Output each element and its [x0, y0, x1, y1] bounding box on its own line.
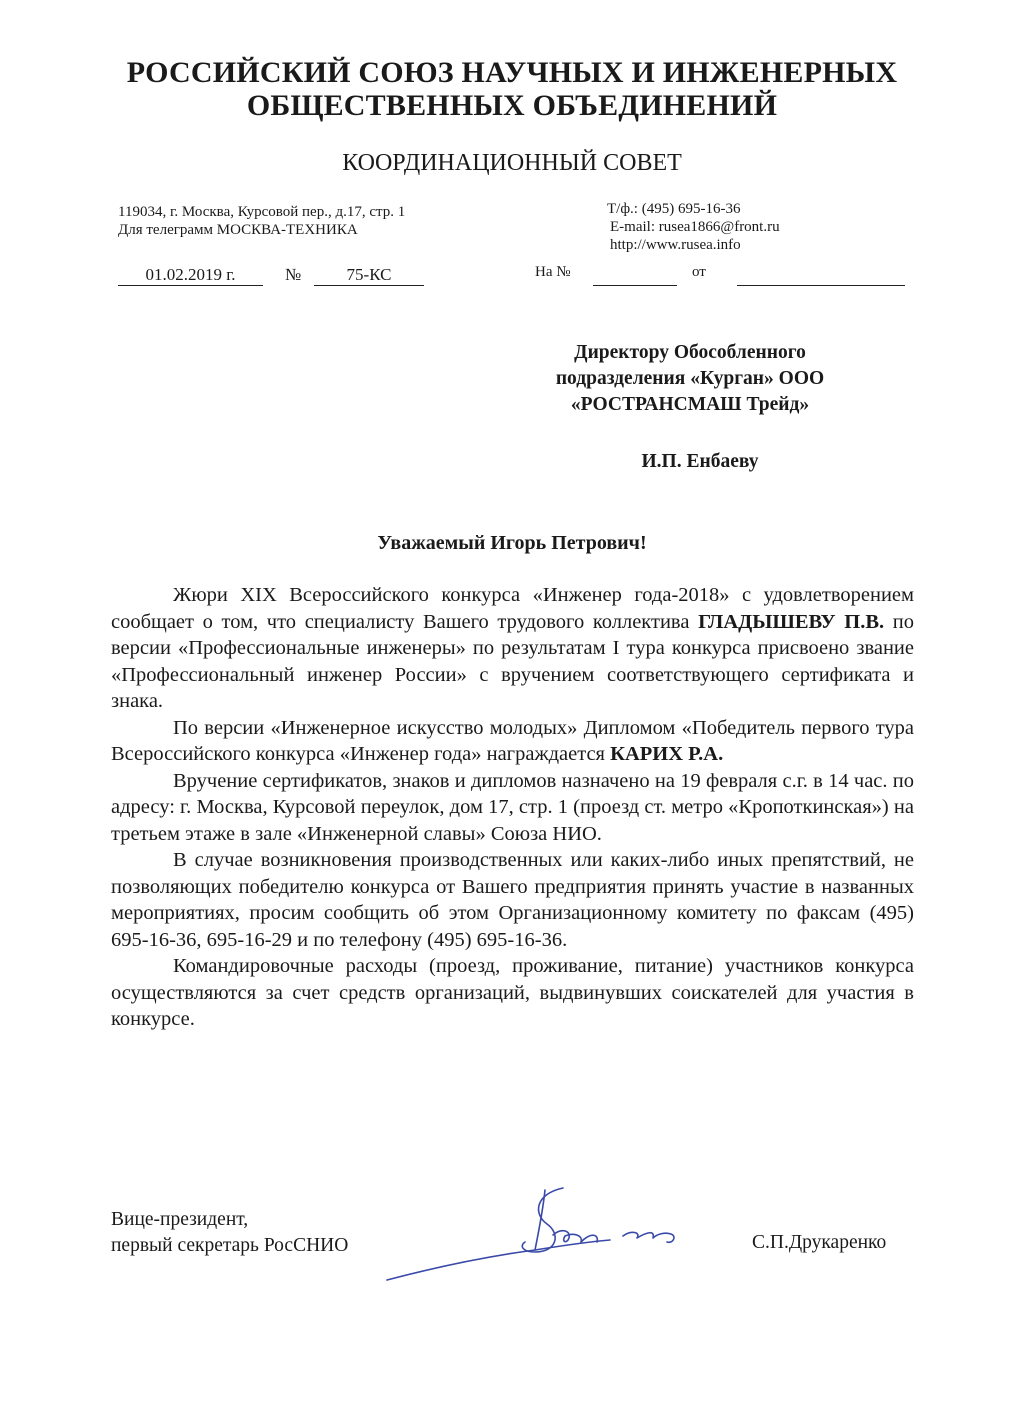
paragraph: По версии «Инженерное искусство молодых» Дипломом «Победитель первого тура Всероссийского конкурса «Инженер года» награждается КАРИХ Р.А.: [111, 716, 914, 765]
signatory-title: Вице-президент, первый секретарь РосСНИО: [111, 1209, 349, 1256]
winner-name: КАРИХ Р.А.: [610, 743, 724, 765]
registration-date-field: [118, 265, 263, 286]
recipient-line: Директору Обособленного: [574, 342, 806, 363]
phone-line: Т/ф.: (495) 695-16-36: [607, 201, 741, 217]
recipient-line: подразделения «Курган» ООО: [555, 368, 825, 389]
paragraph: Вручение сертификатов, знаков и дипломов назначено на 19 февраля с.г. в 14 час. по адресу: г. Москва, Курсовой переулок, дом 17, стр. 1 (проезд ст. метро «Кропоткинская») на третьем этаже в зале «Инженерной славы» Союза НИО.: [111, 769, 914, 845]
address-block: [118, 203, 405, 239]
signatory-name: С.П.Друкаренко: [752, 1232, 887, 1253]
email-line: E-mail: rusea1866@front.ru: [610, 219, 780, 235]
paragraph: Командировочные расходы (проезд, проживание, питание) участников конкурса осуществляются за счет средств организаций, выдвинувших соискателей для участия в конкурсе.: [111, 955, 914, 1030]
paragraph: Жюри XIX Всероссийского конкурса «Инженер года-2018» с удовлетворением сообщает о том, что специалисту Вашего трудового коллектива ГЛАДЫШЕВУ П.В. по версии «Профессиональные инженеры» по результатам I тура конкурса присвоено звание «Профессиональный инженер России» с вручением соответствующего сертификата и знака.: [111, 584, 914, 712]
letter-body: [111, 582, 914, 1033]
signature-stroke: [522, 1188, 563, 1252]
winner-name: ГЛАДЫШЕВУ П.В.: [698, 610, 885, 633]
reference-number-field: [593, 265, 677, 291]
reference-date: [737, 265, 905, 286]
registration-date: 01.02.2019 г.: [118, 265, 263, 286]
recipient-name: И.П. Енбаеву: [641, 451, 759, 472]
handwritten-signature: [385, 1180, 705, 1290]
reference-date-field: [737, 265, 905, 291]
signature-stroke: [623, 1232, 674, 1242]
council-title: КООРДИНАЦИОННЫЙ СОВЕТ: [342, 150, 682, 176]
organization-name-line2: ОБЩЕСТВЕННЫХ ОБЪЕДИНЕНИЙ: [246, 89, 778, 122]
greeting: Уважаемый Игорь Петрович!: [377, 532, 647, 554]
reference-number: [593, 265, 677, 286]
registration-number: 75-КС: [314, 265, 424, 286]
reference-from-label: от: [692, 264, 706, 280]
signature-stroke: [553, 1231, 597, 1242]
signature-stroke: [387, 1240, 610, 1280]
reference-number-label: На №: [535, 264, 571, 280]
recipient-block: [500, 340, 880, 418]
paragraph: В случае возникновения производственных или каких-либо иных препятствий, не позволяющих победителю конкурса от Вашего предприятия принять участие в названных мероприятиях, просим сообщить об этом Организационному комитету по факсам (495) 695-16-36, 695-16-29 и по телефону (495) 695-16-36.: [111, 849, 914, 951]
organization-name-line1: РОССИЙСКИЙ СОЮЗ НАУЧНЫХ И ИНЖЕНЕРНЫХ: [126, 56, 898, 89]
contacts-block: [607, 200, 780, 254]
website-line: http://www.rusea.info: [610, 237, 741, 253]
number-label: №: [285, 265, 302, 284]
address-line: 119034, г. Москва, Курсовой пер., д.17, стр. 1: [118, 204, 406, 220]
telegram-line: Для телеграмм МОСКВА-ТЕХНИКА: [118, 222, 358, 238]
recipient-line: «РОСТРАНСМАШ Трейд»: [570, 394, 810, 415]
registration-number-field: [314, 265, 424, 286]
